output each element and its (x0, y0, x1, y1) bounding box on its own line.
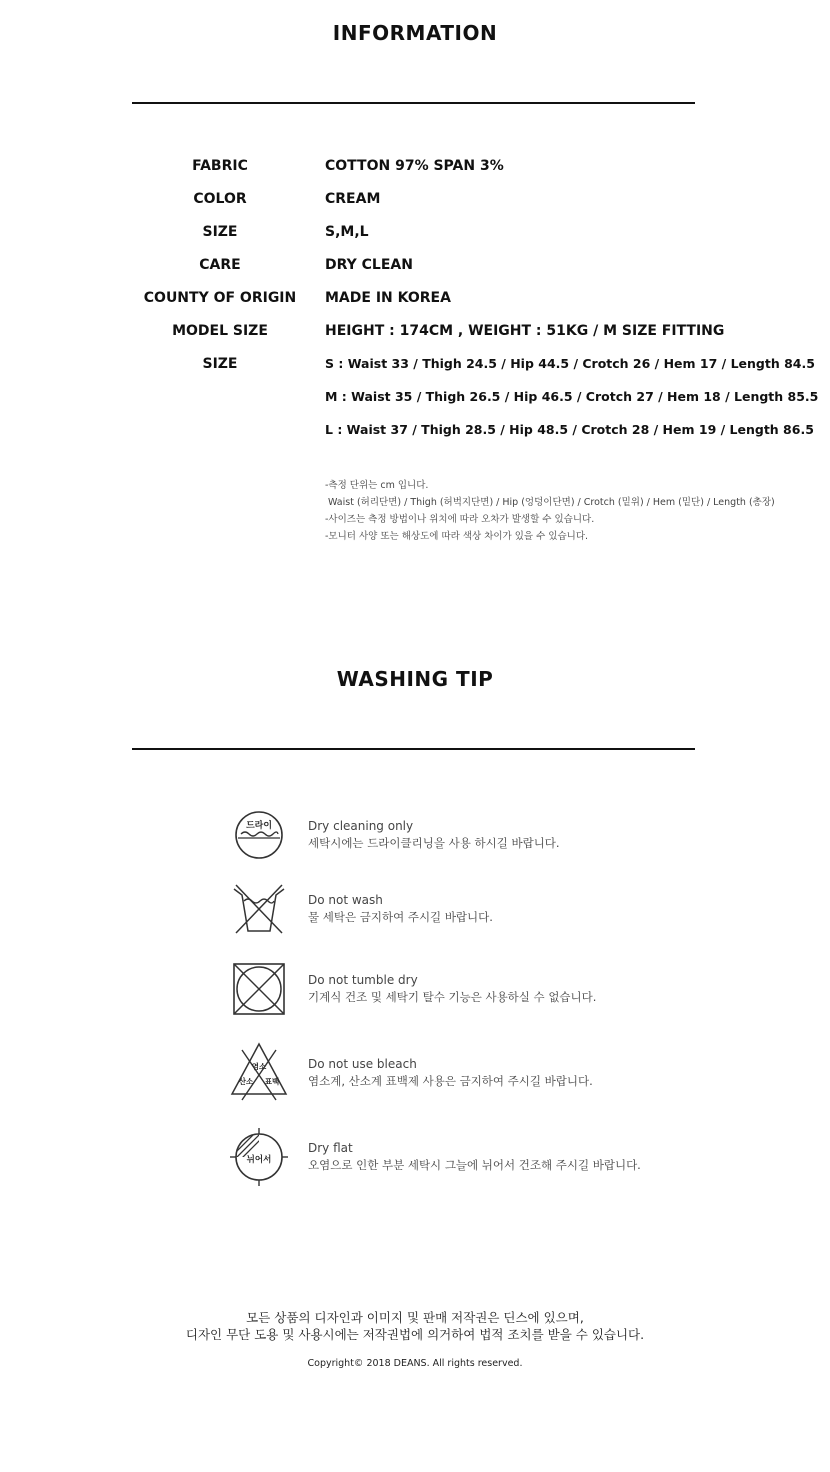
dry-clean-icon-text: 드라이 (245, 821, 273, 831)
model-size-value: HEIGHT : 174CM , WEIGHT : 51KG / M SIZE FITTING (325, 323, 725, 339)
tip-no-bleach-description: 염소계, 산소계 표백제 사용은 금지하여 주시길 바랍니다. (308, 1074, 593, 1088)
information-divider (132, 102, 695, 104)
tip-dry-flat-title: Dry flat (308, 1141, 353, 1155)
no-tumble-dry-icon (228, 958, 290, 1020)
dry-clean-icon (228, 804, 290, 866)
care-value: DRY CLEAN (325, 257, 413, 273)
size-options-label: SIZE (202, 224, 238, 240)
tip-no-tumble-dry-title: Do not tumble dry (308, 973, 418, 987)
tip-dry-clean-description: 세탁시에는 드라이클리닝을 사용 하시길 바랍니다. (308, 836, 560, 850)
no-bleach-icon-text: 표백 (264, 1077, 280, 1086)
size-l-measurements: L : Waist 37 / Thigh 28.5 / Hip 48.5 / Crotch 28 / Hem 19 / Length 86.5 (325, 422, 814, 437)
copyright-text: Copyright© 2018 DEANS. All rights reserved. (307, 1358, 523, 1369)
color-value: CREAM (325, 191, 381, 207)
dry-flat-icon (228, 1126, 290, 1188)
no-bleach-icon (228, 1040, 290, 1102)
size-options-value: S,M,L (325, 224, 369, 240)
size-m-measurements: M : Waist 35 / Thigh 26.5 / Hip 46.5 / Crotch 27 / Hem 18 / Length 85.5 (325, 389, 819, 404)
no-bleach-icon-text: 염소 (251, 1062, 267, 1071)
size-chart-label: SIZE (202, 356, 238, 372)
tip-no-tumble-dry-description: 기계식 건조 및 세탁기 탈수 기능은 사용하실 수 없습니다. (308, 990, 597, 1004)
measurement-note: -측정 단위는 cm 입니다. (325, 480, 429, 491)
copyright-notice-line-2: 디자인 무단 도용 및 사용시에는 저작권법에 의거하여 법적 조치를 받을 수 있습니다. (185, 1327, 645, 1342)
measurement-note: -사이즈는 측정 방법이나 위치에 따라 오차가 발생할 수 있습니다. (325, 514, 595, 525)
information-title: INFORMATION (332, 21, 498, 45)
origin-label: COUNTY OF ORIGIN (143, 290, 297, 306)
fabric-value: COTTON 97% SPAN 3% (325, 158, 504, 174)
size-s-measurements: S : Waist 33 / Thigh 24.5 / Hip 44.5 / Crotch 26 / Hem 17 / Length 84.5 (325, 356, 815, 371)
origin-value: MADE IN KOREA (325, 290, 451, 306)
washing-tip-title: WASHING TIP (336, 667, 494, 691)
tip-no-wash-title: Do not wash (308, 893, 383, 907)
model-size-label: MODEL SIZE (172, 323, 268, 339)
measurement-note: -모니터 사양 또는 해상도에 따라 색상 차이가 있을 수 있습니다. (325, 531, 589, 542)
no-bleach-icon-text: 산소 (238, 1077, 254, 1086)
measurement-note: Waist (허리단면) / Thigh (허벅지단면) / Hip (엉덩이단면) / Crotch (밑위) / Hem (밑단) / Length (총장) (325, 497, 775, 508)
no-wash-icon (228, 879, 290, 941)
tip-no-bleach-title: Do not use bleach (308, 1057, 417, 1071)
tip-dry-flat-description: 오염으로 인한 부분 세탁시 그늘에 뉘어서 건조해 주시길 바랍니다. (308, 1158, 641, 1172)
copyright-notice-line-1: 모든 상품의 디자인과 이미지 및 판매 저작권은 딘스에 있으며, (246, 1310, 584, 1325)
tip-dry-clean-title: Dry cleaning only (308, 819, 414, 833)
dry-flat-icon-text: 뉘어서 (246, 1155, 272, 1165)
tip-no-wash-description: 물 세탁은 금지하여 주시길 바랍니다. (308, 910, 493, 924)
fabric-label: FABRIC (192, 158, 248, 174)
care-label: CARE (199, 257, 241, 273)
color-label: COLOR (193, 191, 247, 207)
washing-tip-divider (132, 748, 695, 750)
